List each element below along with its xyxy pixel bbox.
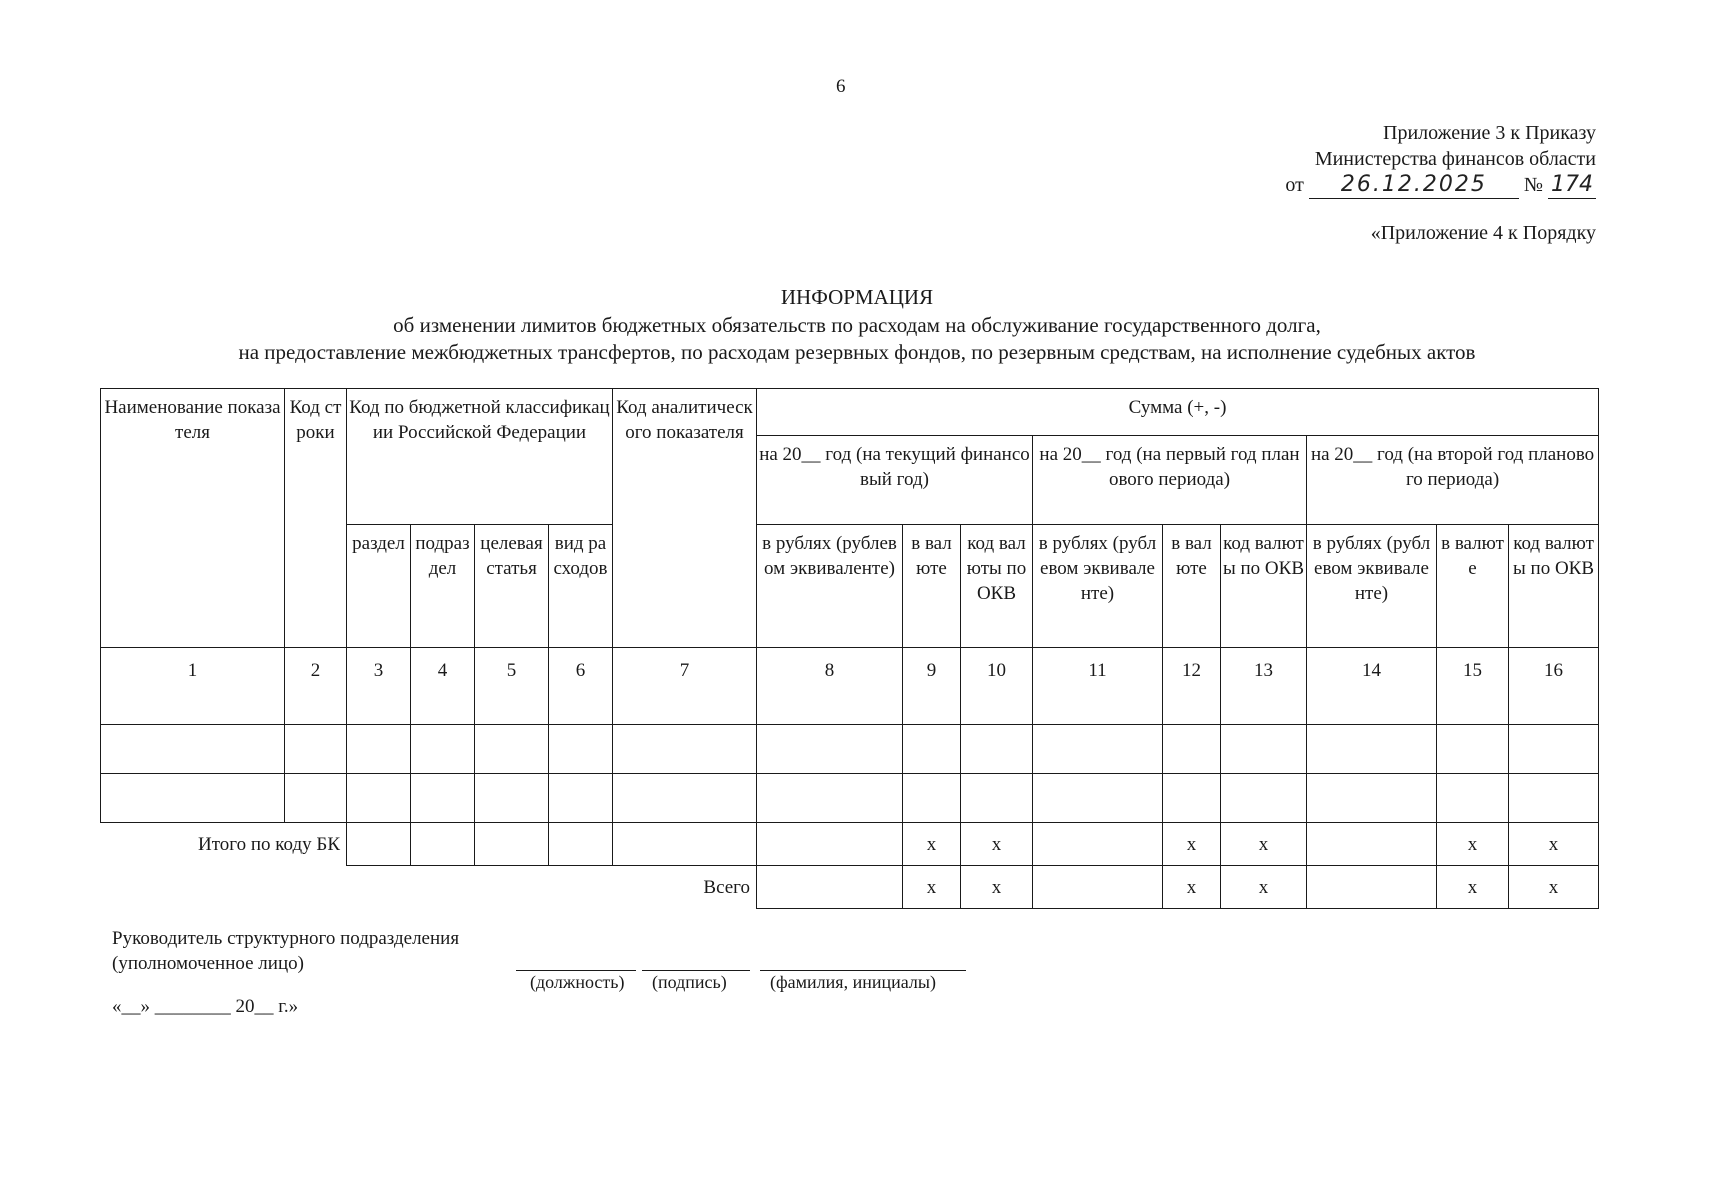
document-title: ИНФОРМАЦИЯ bbox=[780, 285, 934, 309]
header-year-second: на 20__ год (на второй год планового периода) bbox=[1307, 436, 1599, 525]
document-subtitle-1: об изменении лимитов бюджетных обязательств по расходам на обслуживание государственного долга, bbox=[393, 313, 1321, 337]
x-mark: x bbox=[903, 823, 961, 866]
empty-cell bbox=[285, 774, 347, 823]
handwritten-number: 174 bbox=[1548, 172, 1596, 199]
signature-line bbox=[642, 970, 750, 971]
empty-cell bbox=[1033, 866, 1163, 909]
x-mark: x bbox=[1221, 823, 1307, 866]
empty-cell bbox=[757, 823, 903, 866]
empty-cell bbox=[101, 774, 285, 823]
header-currency-current: в валюте bbox=[903, 525, 961, 648]
column-number: 2 bbox=[285, 648, 347, 725]
position-caption: (должность) bbox=[530, 972, 625, 992]
empty-cell bbox=[411, 725, 475, 774]
header-target-article: целевая статья bbox=[475, 525, 549, 648]
column-number: 4 bbox=[411, 648, 475, 725]
grand-total-label: Всего bbox=[101, 866, 757, 909]
x-mark: x bbox=[1221, 866, 1307, 909]
empty-cell bbox=[1163, 725, 1221, 774]
x-mark: x bbox=[961, 823, 1033, 866]
x-mark: x bbox=[1163, 823, 1221, 866]
column-number: 13 bbox=[1221, 648, 1307, 725]
position-line bbox=[516, 970, 636, 971]
empty-cell bbox=[101, 725, 285, 774]
x-mark: x bbox=[1437, 823, 1509, 866]
empty-cell bbox=[549, 725, 613, 774]
empty-cell bbox=[613, 774, 757, 823]
empty-cell bbox=[1033, 725, 1163, 774]
x-mark: x bbox=[1509, 866, 1599, 909]
header-section: раздел bbox=[347, 525, 411, 648]
header-okv-first: код валюты по ОКВ bbox=[1221, 525, 1307, 648]
header-currency-first: в валюте bbox=[1163, 525, 1221, 648]
column-number: 14 bbox=[1307, 648, 1437, 725]
empty-cell bbox=[285, 725, 347, 774]
header-row-code: Код строки bbox=[285, 389, 347, 648]
empty-cell bbox=[1509, 774, 1599, 823]
empty-cell bbox=[347, 823, 411, 866]
header-currency-second: в валюте bbox=[1437, 525, 1509, 648]
x-mark: x bbox=[1437, 866, 1509, 909]
column-number: 3 bbox=[347, 648, 411, 725]
column-number-row bbox=[101, 648, 1599, 725]
empty-cell bbox=[1307, 823, 1437, 866]
empty-cell bbox=[1221, 774, 1307, 823]
empty-cell bbox=[1307, 774, 1437, 823]
appendix-line-1: Приложение 3 к Приказу bbox=[1383, 122, 1596, 144]
empty-cell bbox=[757, 866, 903, 909]
name-caption: (фамилия, инициалы) bbox=[770, 972, 936, 992]
empty-cell bbox=[903, 725, 961, 774]
column-number: 1 bbox=[101, 648, 285, 725]
header-budget-classification: Код по бюджетной классификации Российской Федерации bbox=[347, 389, 613, 525]
header-year-current: на 20__ год (на текущий финансовый год) bbox=[757, 436, 1033, 525]
empty-cell bbox=[613, 725, 757, 774]
empty-cell bbox=[347, 774, 411, 823]
table-row bbox=[101, 774, 1599, 823]
empty-cell bbox=[903, 774, 961, 823]
column-number: 11 bbox=[1033, 648, 1163, 725]
header-name: Наименование показателя bbox=[101, 389, 285, 648]
column-number: 7 bbox=[613, 648, 757, 725]
empty-cell bbox=[613, 823, 757, 866]
empty-cell bbox=[1033, 774, 1163, 823]
empty-cell bbox=[549, 774, 613, 823]
empty-cell bbox=[1163, 774, 1221, 823]
table-row bbox=[101, 725, 1599, 774]
empty-cell bbox=[1437, 725, 1509, 774]
signer-subtitle: (уполномоченное лицо) bbox=[112, 953, 304, 974]
appendix-block bbox=[1285, 120, 1596, 199]
column-number: 8 bbox=[757, 648, 903, 725]
header-sum: Сумма (+, -) bbox=[757, 389, 1599, 436]
column-number: 16 bbox=[1509, 648, 1599, 725]
empty-cell bbox=[1307, 725, 1437, 774]
signer-title: Руководитель структурного подразделения bbox=[112, 928, 460, 949]
header-rub-first: в рублях (рублевом эквиваленте) bbox=[1033, 525, 1163, 648]
empty-cell bbox=[475, 725, 549, 774]
total-bk-label: Итого по коду БК bbox=[101, 823, 347, 866]
empty-cell bbox=[961, 725, 1033, 774]
signature-caption: (подпись) bbox=[652, 972, 727, 992]
empty-cell bbox=[961, 774, 1033, 823]
empty-cell bbox=[1437, 774, 1509, 823]
header-analytic-code: Код аналитического показателя bbox=[613, 389, 757, 648]
empty-cell bbox=[1307, 866, 1437, 909]
order-reference: «Приложение 4 к Порядку bbox=[1370, 222, 1596, 244]
signer-block bbox=[112, 926, 459, 976]
empty-cell bbox=[1033, 823, 1163, 866]
empty-cell bbox=[757, 774, 903, 823]
column-number: 9 bbox=[903, 648, 961, 725]
signature-date: «__» ________ 20__ г.» bbox=[112, 996, 299, 1017]
empty-cell bbox=[757, 725, 903, 774]
document-subtitle-2: на предоставление межбюджетных трансфертов, по расходам резервных фондов, по резервным средствам, на исполнение судебных актов bbox=[238, 340, 1476, 364]
page-number: 6 bbox=[836, 76, 846, 97]
x-mark: x bbox=[1509, 823, 1599, 866]
number-label: № bbox=[1523, 174, 1543, 196]
empty-cell bbox=[347, 725, 411, 774]
empty-cell bbox=[411, 774, 475, 823]
empty-cell bbox=[475, 774, 549, 823]
empty-cell bbox=[549, 823, 613, 866]
from-label: от bbox=[1285, 174, 1304, 196]
column-number: 6 bbox=[549, 648, 613, 725]
header-year-first: на 20__ год (на первый год планового периода) bbox=[1033, 436, 1307, 525]
header-okv-current: код валюты по ОКВ bbox=[961, 525, 1033, 648]
name-line bbox=[760, 970, 966, 971]
column-number: 12 bbox=[1163, 648, 1221, 725]
header-expense-type: вид расходов bbox=[549, 525, 613, 648]
appendix-date-line bbox=[1285, 172, 1596, 199]
empty-cell bbox=[411, 823, 475, 866]
x-mark: x bbox=[961, 866, 1033, 909]
header-rub-second: в рублях (рублевом эквиваленте) bbox=[1307, 525, 1437, 648]
empty-cell bbox=[475, 823, 549, 866]
handwritten-date: 26.12.2025 bbox=[1309, 172, 1519, 199]
column-number: 15 bbox=[1437, 648, 1509, 725]
appendix-line-2: Министерства финансов области bbox=[1314, 148, 1596, 170]
x-mark: x bbox=[1163, 866, 1221, 909]
column-number: 5 bbox=[475, 648, 549, 725]
empty-cell bbox=[1509, 725, 1599, 774]
total-bk-row bbox=[101, 823, 1599, 866]
column-number: 10 bbox=[961, 648, 1033, 725]
header-subsection: подраздел bbox=[411, 525, 475, 648]
header-okv-second: код валюты по ОКВ bbox=[1509, 525, 1599, 648]
header-rub-current: в рублях (рублевом эквиваленте) bbox=[757, 525, 903, 648]
report-table bbox=[100, 388, 1599, 909]
grand-total-row bbox=[101, 866, 1599, 909]
empty-cell bbox=[1221, 725, 1307, 774]
x-mark: x bbox=[903, 866, 961, 909]
